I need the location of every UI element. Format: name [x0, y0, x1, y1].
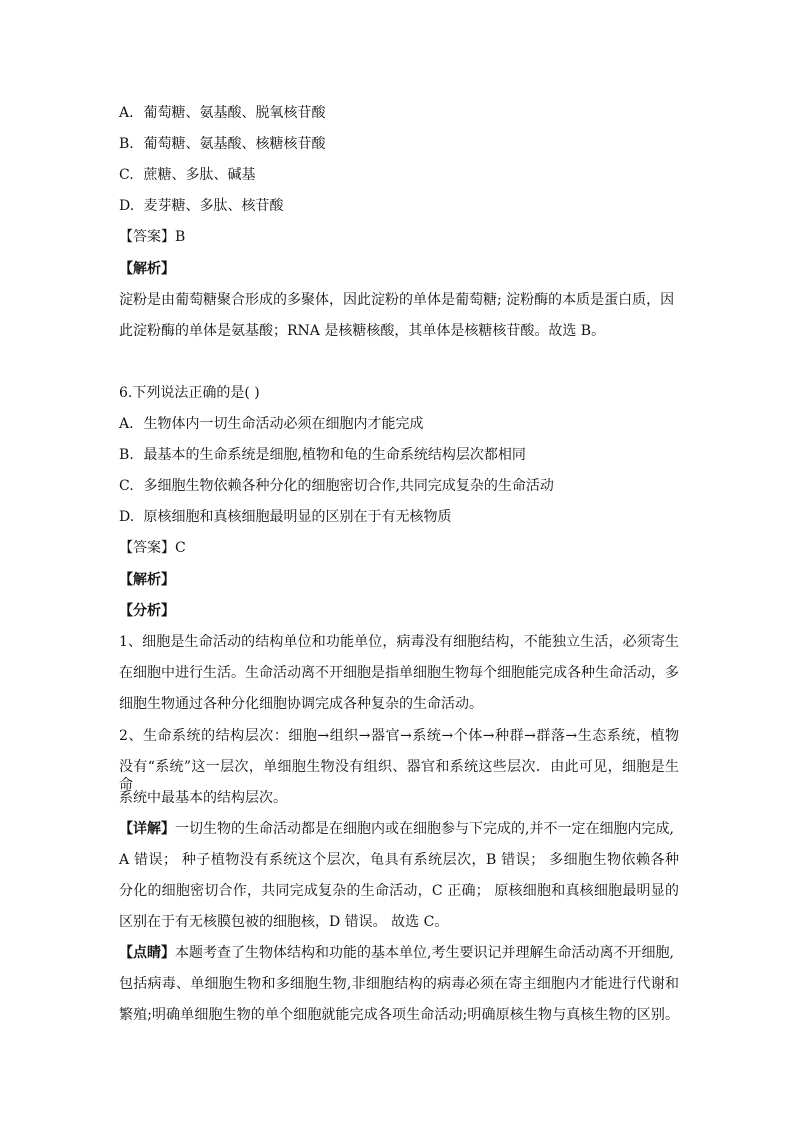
q5-analysis-line-2: 此淀粉酶的单体是氨基酸；RNA 是核糖核酸，其单体是核糖核苷酸。故选 B。 [119, 323, 606, 339]
option-letter: A. [119, 105, 134, 121]
q5-analysis-heading: 【解析】 [119, 261, 175, 277]
option-letter: B. [119, 447, 134, 463]
q6-answer: 【答案】C [119, 540, 186, 556]
option-letter: A. [119, 416, 134, 432]
q6-detail-line-1 [119, 820, 679, 838]
q6-point-line-6: 系统中最基本的结构层次。 [119, 790, 287, 806]
option-letter: D. [119, 509, 135, 525]
q6-detail-line-3: 分化的细胞密切合作，共同完成复杂的生命活动，C 正确； 原核细胞和真核细胞最明显的 [119, 883, 679, 899]
q6-point-line-3: 细胞生物通过各种分化细胞协调完成各种复杂的生命活动。 [119, 696, 483, 712]
q6-option-d [119, 508, 679, 526]
option-text: 葡萄糖、氨基酸、核糖核苷酸 [143, 136, 326, 152]
q6-detail-line-2: A 错误； 种子植物没有系统这个层次，龟具有系统层次，B 错误； 多细胞生物依赖各种 [119, 852, 679, 868]
detail-text: 一切生物的生命活动都是在细胞内或在细胞参与下完成的,并不一定在细胞内完成, [175, 821, 674, 837]
q6-question: 6.下列说法正确的是( ) [119, 385, 260, 401]
q6-point-line-1: 1、细胞是生命活动的结构单位和功能单位，病毒没有细胞结构，不能独立生活，必须寄生 [119, 634, 679, 650]
q6-analysis-heading: 【解析】 [119, 572, 175, 588]
option-text: 葡萄糖、氨基酸、脱氧核苷酸 [143, 105, 326, 121]
option-text: 生物体内一切生命活动必须在细胞内才能完成 [143, 416, 424, 432]
q6-comment-line-2: 包括病毒、单细胞生物和多细胞生物,非细胞结构的病毒必须在寄主细胞内才能进行代谢和 [119, 976, 679, 992]
option-text: 麦芽糖、多肽、核苷酸 [143, 198, 284, 214]
q6-detail-line-4: 区别在于有无核膜包被的细胞核，D 错误。 故选 C。 [119, 914, 449, 930]
q5-option-a [119, 104, 679, 122]
option-letter: C. [119, 167, 134, 183]
q5-option-c [119, 166, 679, 184]
q6-point-line-2: 在细胞中进行生活。生命活动离不开细胞是指单细胞生物每个细胞能完成各种生命活动，多 [119, 665, 679, 681]
q6-option-c [119, 477, 679, 495]
q6-point-line-5: 没有“系统”这一层次，单细胞生物没有组织、器官和系统这些层次．由此可见，细胞是生命 [119, 759, 679, 793]
option-letter: C. [119, 478, 134, 494]
option-text: 蔗糖、多肽、碱基 [143, 167, 256, 183]
option-text: 多细胞生物依赖各种分化的细胞密切合作,共同完成复杂的生命活动 [143, 478, 554, 494]
q6-point-line-4: 2、生命系统的结构层次：细胞→组织→器官→系统→个体→种群→群落→生态系统，植物 [119, 728, 679, 744]
q6-comment-line-1 [119, 944, 679, 962]
option-letter: D. [119, 198, 135, 214]
q6-option-b [119, 446, 679, 464]
comment-tag: 【点睛】 [119, 945, 175, 961]
comment-text: 本题考查了生物体结构和功能的基本单位,考生要识记并理解生命活动离不开细胞, [175, 945, 674, 961]
q6-analysis-sub-heading: 【分析】 [119, 603, 175, 619]
q5-option-d [119, 197, 679, 215]
q6-option-a [119, 415, 679, 433]
option-text: 原核细胞和真核细胞最明显的区别在于有无核物质 [143, 509, 452, 525]
q5-option-b [119, 135, 679, 153]
detail-tag: 【详解】 [119, 821, 175, 837]
q5-analysis-line-1: 淀粉是由葡萄糖聚合形成的多聚体，因此淀粉的单体是葡萄糖; 淀粉酶的本质是蛋白质，因 [119, 292, 675, 308]
option-text: 最基本的生命系统是细胞,植物和龟的生命系统结构层次都相同 [143, 447, 526, 463]
q5-answer: 【答案】B [119, 229, 186, 245]
option-letter: B. [119, 136, 134, 152]
q6-comment-line-3: 繁殖;明确单细胞生物的单个细胞就能完成各项生命活动;明确原核生物与真核生物的区别。 [119, 1007, 679, 1023]
